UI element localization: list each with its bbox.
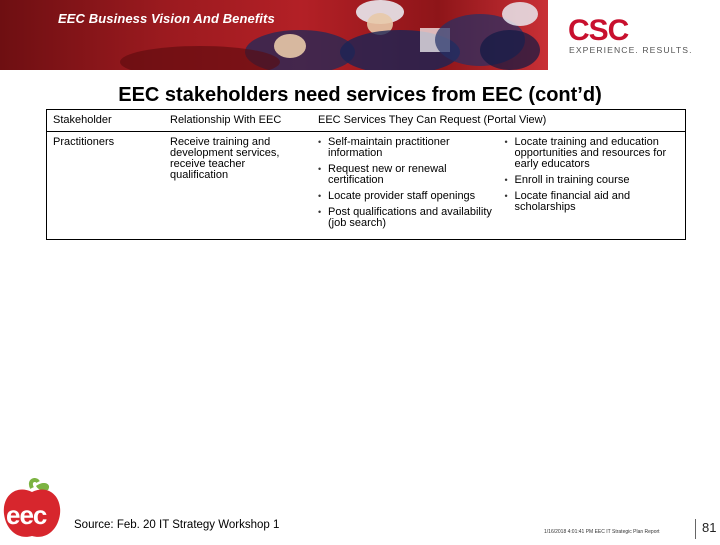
eec-logo-text: eec [6, 500, 47, 530]
slide-title: EEC stakeholders need services from EEC (cont’d) [118, 84, 602, 106]
list-item: • Request new or renewal certification [318, 164, 493, 186]
list-item: • Post qualifications and availability (job search) [318, 207, 493, 229]
csc-logo-mark [566, 14, 716, 44]
cell-stakeholder: Practitioners [53, 136, 115, 148]
list-item: • Locate provider staff openings [318, 191, 493, 202]
list-item: • Self-maintain practitioner information [318, 137, 493, 159]
cell-services [312, 132, 686, 240]
banner-title: EEC Business Vision And Benefits [58, 11, 275, 26]
table-row [47, 132, 686, 240]
page-number: 81 [702, 520, 717, 535]
header-services: EEC Services They Can Request (Portal View) [312, 110, 686, 132]
csc-logo-tagline: EXPERIENCE. RESULTS. [569, 45, 693, 55]
list-item: • Enroll in training course [505, 175, 680, 186]
stakeholder-table [46, 109, 686, 240]
services-left-column [318, 137, 499, 234]
header-stakeholder: Stakeholder [47, 110, 165, 132]
banner-photo [0, 0, 548, 70]
csc-logo [566, 14, 716, 60]
list-item: • Locate financial aid and scholarships [505, 191, 680, 213]
list-item: • Locate training and education opportunities and resources for early educators [505, 137, 680, 170]
footer-meta: 1/16/2018 4:01:41 PM EEC IT Strategic Plan Report [544, 529, 660, 535]
csc-logo-text: CSC [568, 14, 629, 44]
cell-relationship: Receive training and development services, receive teacher qualification [170, 136, 280, 181]
header-relationship: Relationship With EEC [164, 110, 312, 132]
header-banner [0, 0, 720, 70]
table-header-row [47, 110, 686, 132]
services-right-column [499, 137, 680, 234]
apple-icon [0, 478, 64, 540]
footer-divider [695, 519, 696, 539]
source-note: Source: Feb. 20 IT Strategy Workshop 1 [74, 519, 280, 531]
eec-apple-logo [0, 478, 64, 540]
